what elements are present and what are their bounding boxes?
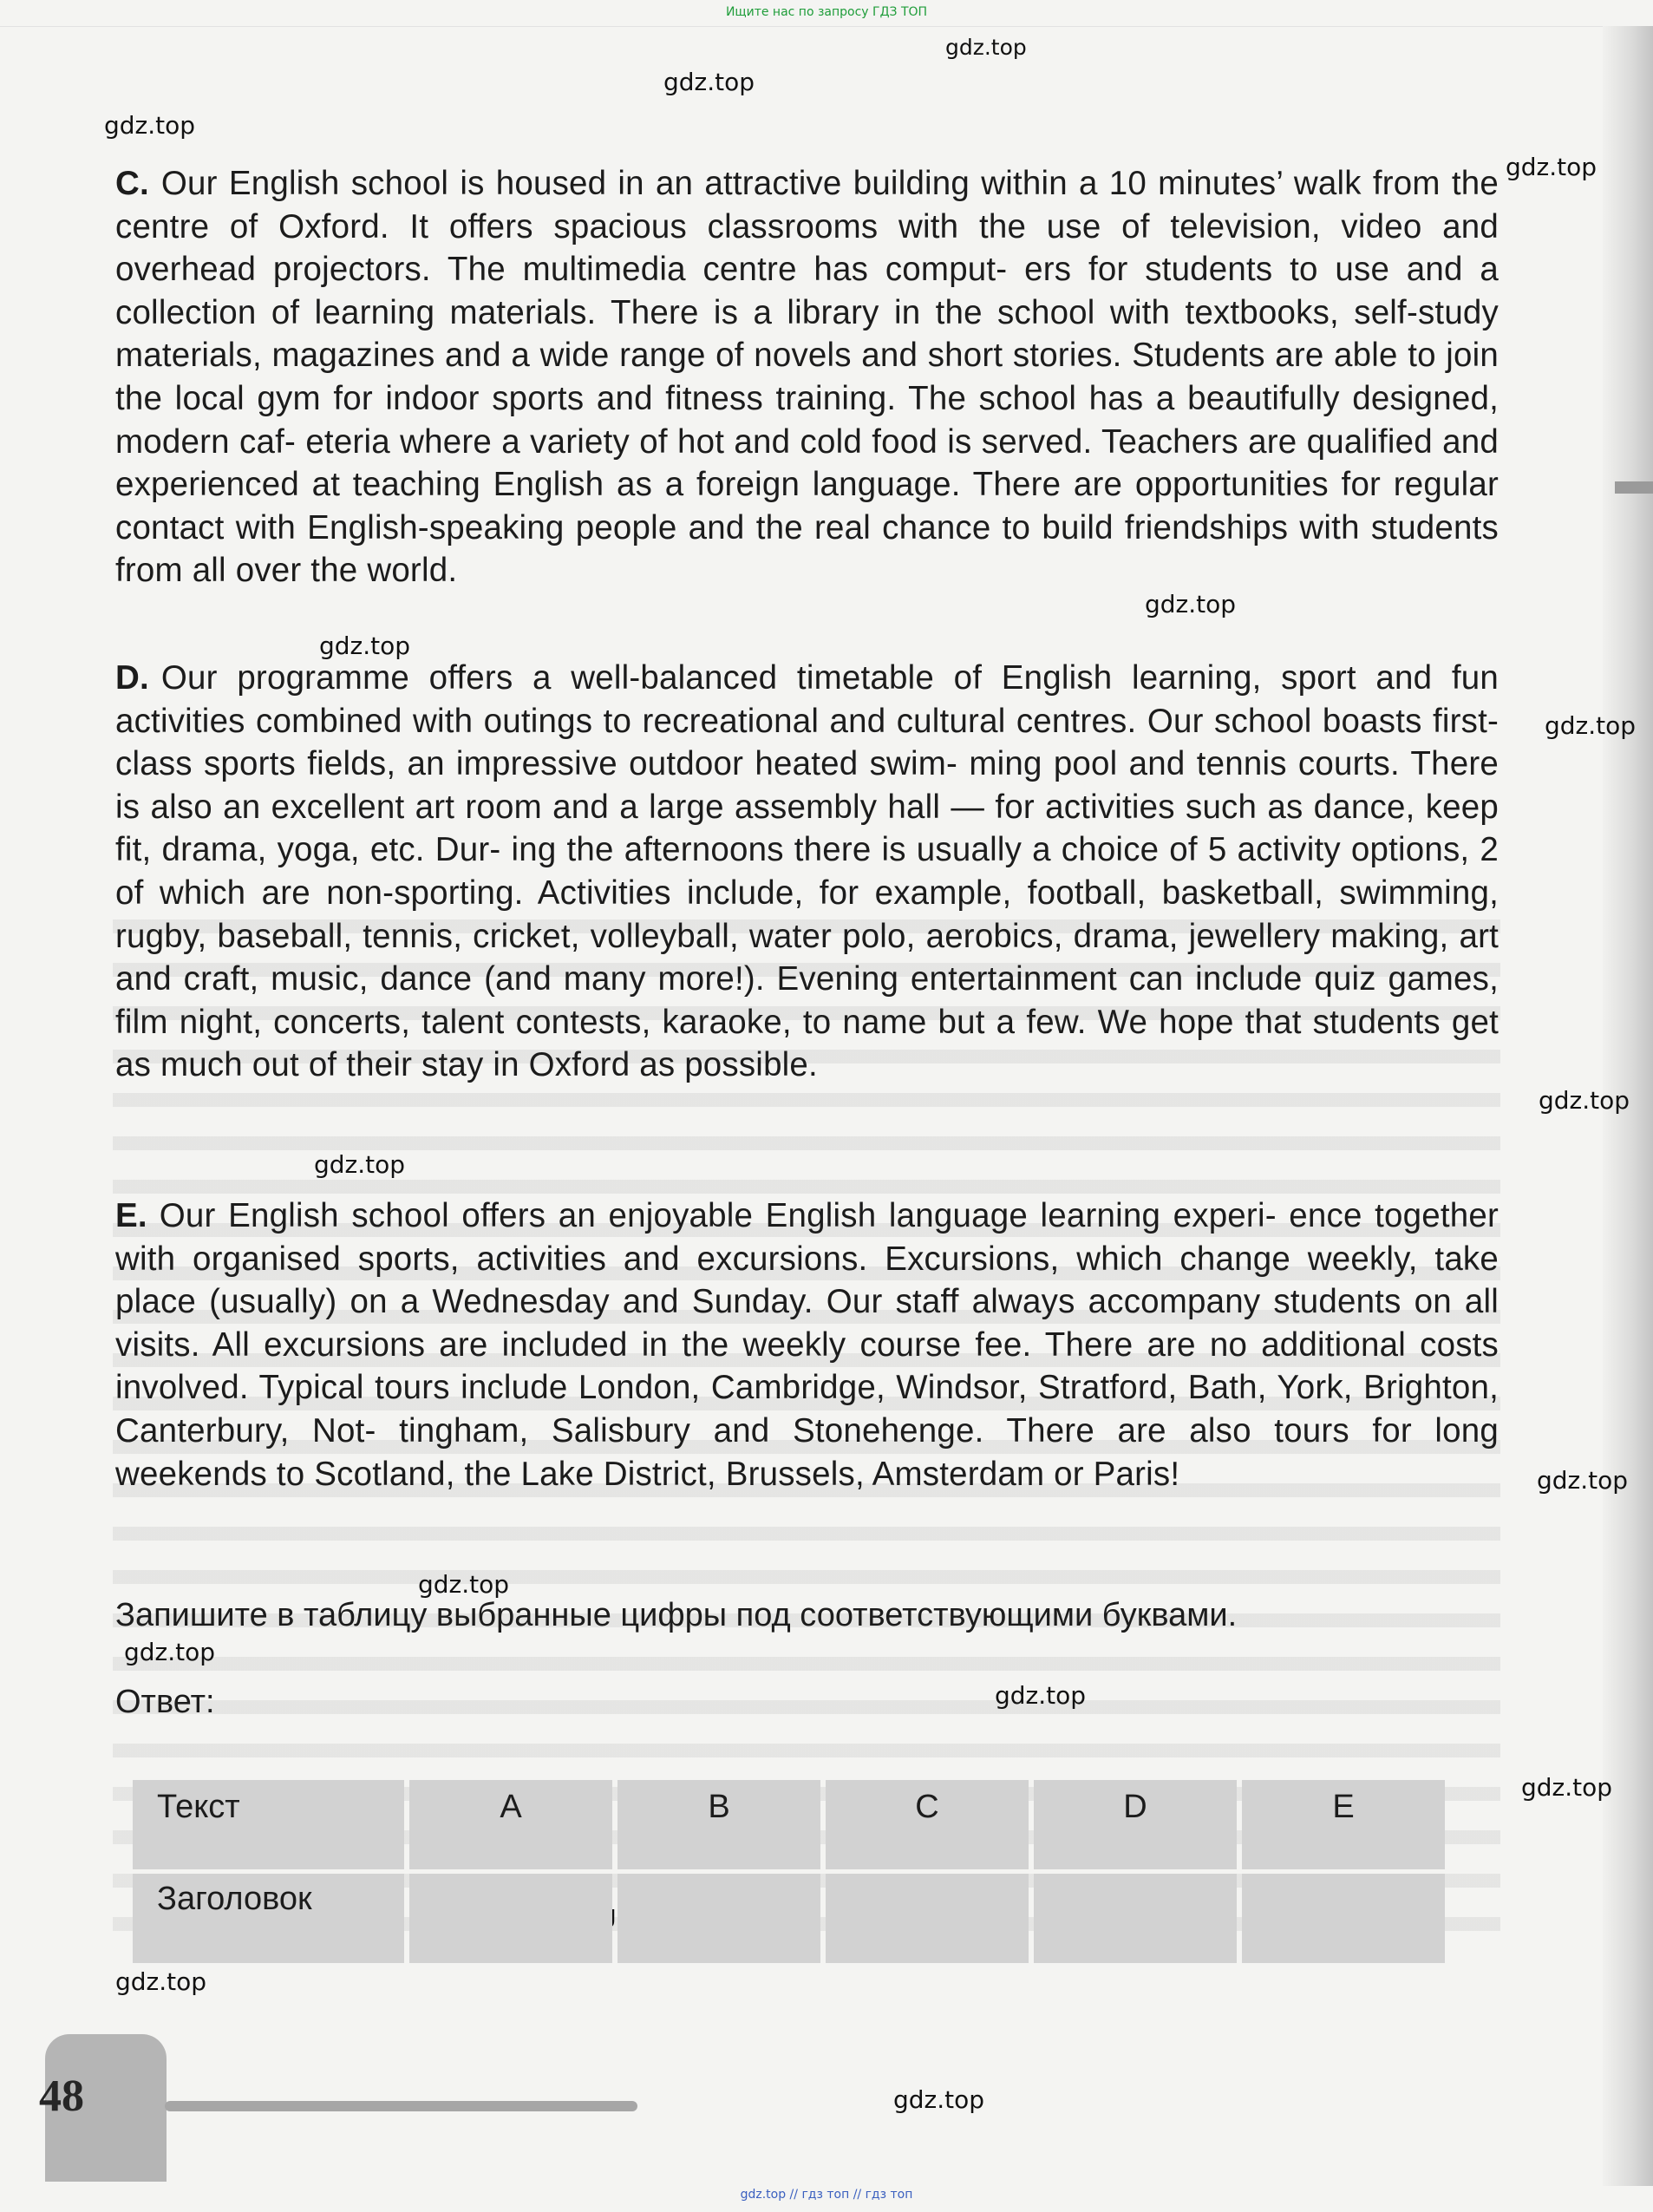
table-row xyxy=(133,1780,1445,1874)
column-letter-a: A xyxy=(409,1780,612,1874)
paragraph-line: rugby, baseball, tennis, cricket, volleyball, water polo, aerobics, drama, jewellery xyxy=(115,917,1321,955)
answer-cell-e[interactable] xyxy=(1242,1874,1445,1963)
paragraph-line: can include quiz games, film night, concerts, talent contests, karaoke, to name xyxy=(115,960,1499,1041)
column-letter-d: D xyxy=(1034,1780,1237,1874)
paragraph-line: Our school boasts first-class sports fields, an impressive outdoor heated swim- xyxy=(115,702,1499,783)
paragraph-line: and fun activities combined with outings to recreational and cultural centres. xyxy=(115,659,1499,740)
paragraph-line: staff always accompany students on all visits. All excursions are included in the xyxy=(115,1283,1499,1364)
paragraph-line: sports and fitness training. The school has a beautifully designed, modern caf- xyxy=(115,379,1499,461)
paragraph-line: ers for students to use and a collection of learning materials. There is a library xyxy=(115,251,1499,331)
answer-cell-d[interactable] xyxy=(1034,1874,1237,1963)
paragraph-line: London, Cambridge, Windsor, Stratford, Bath, York, Brighton, Canterbury, Not- xyxy=(115,1369,1499,1450)
paragraph-line: television, video and overhead projectors. The multimedia centre has comput- xyxy=(115,207,1499,289)
watermark: gdz.top xyxy=(1537,1466,1629,1495)
paragraph-line: ming pool and tennis courts. There is also an excellent art room and a large xyxy=(115,745,1499,826)
paragraph-e xyxy=(115,1194,1499,1495)
footer-rule xyxy=(165,2101,637,2111)
paragraph-line: in the school with textbooks, self-study materials, magazines and a wide range xyxy=(115,293,1499,375)
paragraph-d xyxy=(115,657,1499,1087)
paragraph-letter: C. xyxy=(115,165,149,202)
paragraph-c xyxy=(115,162,1499,592)
top-divider xyxy=(0,26,1613,27)
row-label-heading: Заголовок xyxy=(133,1874,404,1963)
paragraph-line: experienced at teaching English as a foreign language. There are opportunities xyxy=(115,466,1329,504)
paragraph-line: tingham, Salisbury and Stonehenge. There are also tours for long weekends to xyxy=(115,1411,1499,1493)
page-number: 48 xyxy=(39,2071,84,2121)
column-letter-b: B xyxy=(617,1780,820,1874)
paragraph-line: Our programme offers a well-balanced timetable of English learning, sport xyxy=(160,659,1356,697)
paragraph-line: assembly hall — for activities such as dance, keep fit, drama, yoga, etc. Dur- xyxy=(115,788,1499,869)
watermark: gdz.top xyxy=(1545,711,1637,740)
edge-tab-marker xyxy=(1615,481,1653,494)
watermark: gdz.top xyxy=(945,35,1027,60)
answer-cell-c[interactable] xyxy=(826,1874,1029,1963)
paragraph-line: possible. xyxy=(684,1046,818,1084)
watermark: gdz.top xyxy=(995,1681,1087,1710)
watermark: gdz.top xyxy=(1506,153,1597,181)
watermark: gdz.top xyxy=(1539,1086,1630,1115)
watermark: gdz.top xyxy=(418,1570,510,1599)
paragraph-line: for regular contact with English-speaking people and the real chance to build xyxy=(115,466,1499,546)
answer-table xyxy=(127,1780,1450,1963)
paragraph-line: which change weekly, take place (usually) on a Wednesday and Sunday. Our xyxy=(115,1240,1499,1321)
paragraph-line: ing the afternoons there is usually a choice of 5 activity options, 2 of which xyxy=(115,831,1499,912)
watermark: gdz.top xyxy=(1521,1773,1613,1802)
watermark: gdz.top xyxy=(124,1638,216,1666)
watermark: gdz.top xyxy=(1145,590,1237,618)
watermark: gdz.top xyxy=(663,68,755,96)
answer-cell-b[interactable] xyxy=(617,1874,820,1963)
watermark: gdz.top xyxy=(314,1150,406,1179)
top-search-banner[interactable]: Ищите нас по запросу ГДЗ ТОП xyxy=(725,5,928,19)
paragraph-line: of novels and short stories. Students are able to join the local gym for indoor xyxy=(115,337,1499,417)
row-label-text: Текст xyxy=(133,1780,404,1874)
paragraph-line: friendships with students from all over the world. xyxy=(115,508,1499,590)
paragraph-line: Our English school offers an enjoyable English language learning experi- xyxy=(159,1197,1277,1234)
paragraph-letter: D. xyxy=(115,659,149,697)
column-letter-e: E xyxy=(1242,1780,1445,1874)
paragraph-line: ence together with organised sports, activities and excursions. Excursions, xyxy=(115,1197,1499,1278)
paragraph-line: eteria where a variety of hot and cold food is served. Teachers are qualified and xyxy=(305,422,1499,461)
watermark: gdz.top xyxy=(104,111,196,140)
paragraph-letter: E. xyxy=(115,1197,147,1234)
paragraph-line: Our English school is housed in an attractive building within a 10 minutes’ xyxy=(160,165,1283,202)
paragraph-line: Scotland, the Lake District, Brussels, Amsterdam or Paris! xyxy=(314,1455,1180,1493)
answer-label: Ответ: xyxy=(115,1684,215,1720)
watermark: gdz.top xyxy=(115,1967,207,1996)
bottom-banner[interactable]: gdz.top // гдз топ // гдз топ xyxy=(740,2188,913,2202)
task-instruction: Запишите в таблицу выбранные цифры под соответствующими буквами. xyxy=(115,1597,1238,1633)
paragraph-line: weekly course fee. There are no additional costs involved. Typical tours include xyxy=(115,1325,1499,1407)
paragraph-line: making, art and craft, music, dance (and many more!). Evening entertainment xyxy=(115,917,1499,998)
table-row xyxy=(133,1874,1445,1963)
watermark: gdz.top xyxy=(319,632,411,660)
paragraph-line: walk from the centre of Oxford. It offers spacious classrooms with the use of xyxy=(115,165,1499,245)
column-letter-c: C xyxy=(826,1780,1029,1874)
paragraph-line: are non-sporting. Activities include, for example, football, basketball, swimming, xyxy=(261,874,1499,912)
answer-cell-a[interactable] xyxy=(409,1874,612,1963)
watermark: gdz.top xyxy=(893,2085,985,2114)
paragraph-line: but a few. We hope that students get as much out of their stay in Oxford as xyxy=(115,1003,1499,1084)
